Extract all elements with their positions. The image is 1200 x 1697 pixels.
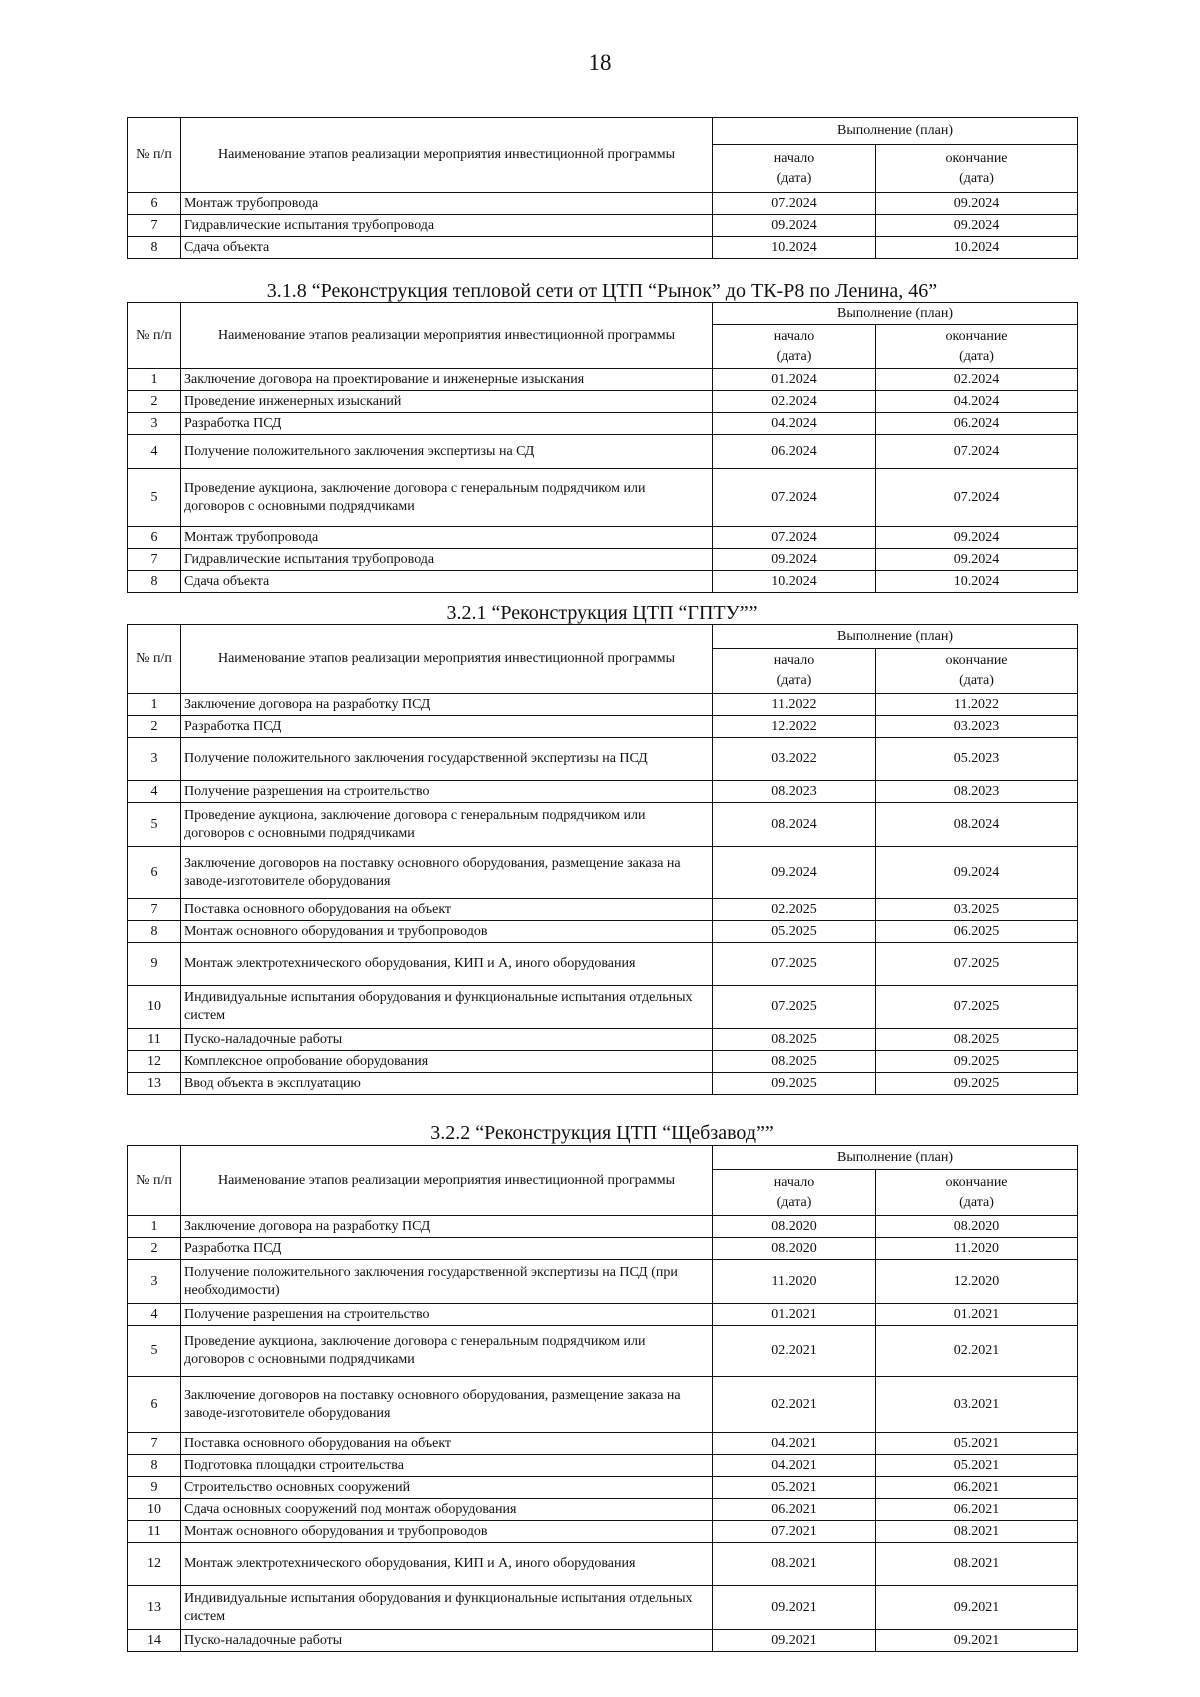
start-date: 12.2022 bbox=[713, 716, 876, 738]
end-date: 02.2021 bbox=[876, 1326, 1078, 1377]
row-number: 6 bbox=[128, 847, 181, 899]
header-start bbox=[713, 1170, 876, 1216]
stage-name: Проведение аукциона, заключение договора с генеральным подрядчиком или договоров с основными подрядчиками bbox=[181, 803, 713, 847]
end-date: 12.2020 bbox=[876, 1260, 1078, 1304]
stage-name: Пуско-наладочные работы bbox=[181, 1630, 713, 1652]
table-row bbox=[128, 943, 1078, 986]
start-date: 08.2025 bbox=[713, 1051, 876, 1073]
table-row bbox=[128, 1304, 1078, 1326]
stage-name: Монтаж трубопровода bbox=[181, 193, 713, 215]
stage-name: Гидравлические испытания трубопровода bbox=[181, 215, 713, 237]
start-date: 04.2021 bbox=[713, 1455, 876, 1477]
table-row bbox=[128, 1051, 1078, 1073]
row-number: 4 bbox=[128, 1304, 181, 1326]
end-date: 05.2023 bbox=[876, 738, 1078, 781]
end-date: 09.2025 bbox=[876, 1073, 1078, 1095]
section-title: 3.2.1 “Реконструкция ЦТП “ГПТУ”” bbox=[446, 602, 758, 624]
stage-name: Получение разрешения на строительство bbox=[181, 781, 713, 803]
start-date: 07.2024 bbox=[713, 469, 876, 527]
end-date: 05.2021 bbox=[876, 1433, 1078, 1455]
row-number: 5 bbox=[128, 1326, 181, 1377]
stage-name: Поставка основного оборудования на объект bbox=[181, 899, 713, 921]
row-number: 6 bbox=[128, 193, 181, 215]
end-date: 09.2021 bbox=[876, 1630, 1078, 1652]
start-date: 05.2025 bbox=[713, 921, 876, 943]
end-date: 11.2020 bbox=[876, 1238, 1078, 1260]
stage-name: Сдача основных сооружений под монтаж оборудования bbox=[181, 1499, 713, 1521]
end-date: 08.2020 bbox=[876, 1216, 1078, 1238]
end-date: 03.2021 bbox=[876, 1377, 1078, 1433]
end-date: 07.2025 bbox=[876, 986, 1078, 1029]
header-name: Наименование этапов реализации мероприятия инвестиционной программы bbox=[181, 303, 713, 369]
row-number: 3 bbox=[128, 1260, 181, 1304]
header-end-label: окончание bbox=[945, 653, 1008, 668]
header-end bbox=[876, 325, 1078, 369]
table-row bbox=[128, 716, 1078, 738]
stages-table bbox=[127, 1145, 1078, 1652]
start-date: 06.2024 bbox=[713, 435, 876, 469]
row-number: 3 bbox=[128, 413, 181, 435]
stage-name: Гидравлические испытания трубопровода bbox=[181, 549, 713, 571]
start-date: 01.2024 bbox=[713, 369, 876, 391]
start-date: 09.2024 bbox=[713, 549, 876, 571]
header-start bbox=[713, 145, 876, 193]
table-row bbox=[128, 193, 1078, 215]
page-number: 18 bbox=[588, 50, 612, 75]
row-number: 12 bbox=[128, 1051, 181, 1073]
stage-name: Монтаж трубопровода bbox=[181, 527, 713, 549]
end-date: 07.2024 bbox=[876, 469, 1078, 527]
stage-name: Монтаж основного оборудования и трубопроводов bbox=[181, 921, 713, 943]
table-row bbox=[128, 1377, 1078, 1433]
table-row bbox=[128, 803, 1078, 847]
end-date: 09.2024 bbox=[876, 215, 1078, 237]
row-number: 13 bbox=[128, 1586, 181, 1630]
stage-name: Разработка ПСД bbox=[181, 716, 713, 738]
row-number: 7 bbox=[128, 1433, 181, 1455]
start-date: 07.2024 bbox=[713, 193, 876, 215]
header-start bbox=[713, 649, 876, 694]
table-row bbox=[128, 899, 1078, 921]
start-date: 03.2022 bbox=[713, 738, 876, 781]
table-row bbox=[128, 1455, 1078, 1477]
end-date: 06.2021 bbox=[876, 1477, 1078, 1499]
start-date: 01.2021 bbox=[713, 1304, 876, 1326]
header-end-date: (дата) bbox=[959, 673, 994, 688]
table-row bbox=[128, 986, 1078, 1029]
stage-name: Строительство основных сооружений bbox=[181, 1477, 713, 1499]
header-end-date: (дата) bbox=[959, 348, 994, 364]
row-number: 8 bbox=[128, 1455, 181, 1477]
table-row bbox=[128, 781, 1078, 803]
header-start-date: (дата) bbox=[776, 1194, 812, 1210]
stages-table bbox=[127, 117, 1078, 259]
row-number: 8 bbox=[128, 571, 181, 593]
header-end bbox=[876, 145, 1078, 193]
end-date: 09.2024 bbox=[876, 527, 1078, 549]
header-name: Наименование этапов реализации мероприятия инвестиционной программы bbox=[181, 625, 713, 694]
row-number: 5 bbox=[128, 469, 181, 527]
stage-name: Пуско-наладочные работы bbox=[181, 1029, 713, 1051]
table-row bbox=[128, 369, 1078, 391]
start-date: 04.2024 bbox=[713, 413, 876, 435]
stage-name: Монтаж электротехнического оборудования, КИП и А, иного оборудования bbox=[181, 943, 713, 986]
header-end-date: (дата) bbox=[959, 1194, 994, 1210]
header-start-label: начало bbox=[773, 1174, 815, 1190]
start-date: 04.2021 bbox=[713, 1433, 876, 1455]
table-row bbox=[128, 1521, 1078, 1543]
header-start-date: (дата) bbox=[776, 348, 812, 364]
table-row bbox=[128, 1543, 1078, 1586]
start-date: 02.2021 bbox=[713, 1326, 876, 1377]
start-date: 10.2024 bbox=[713, 571, 876, 593]
row-number: 2 bbox=[128, 1238, 181, 1260]
row-number: 8 bbox=[128, 921, 181, 943]
start-date: 06.2021 bbox=[713, 1499, 876, 1521]
table-row bbox=[128, 694, 1078, 716]
stage-name: Заключение договора на проектирование и инженерные изыскания bbox=[181, 369, 713, 391]
stage-name: Индивидуальные испытания оборудования и функциональные испытания отдельных систем bbox=[181, 986, 713, 1029]
table-row bbox=[128, 469, 1078, 527]
end-date: 09.2024 bbox=[876, 193, 1078, 215]
start-date: 07.2021 bbox=[713, 1521, 876, 1543]
row-number: 4 bbox=[128, 435, 181, 469]
row-number: 6 bbox=[128, 527, 181, 549]
row-number: 11 bbox=[128, 1521, 181, 1543]
table-row bbox=[128, 413, 1078, 435]
stage-name: Поставка основного оборудования на объект bbox=[181, 1433, 713, 1455]
row-number: 7 bbox=[128, 215, 181, 237]
header-execution: Выполнение (план) bbox=[713, 118, 1078, 145]
header-num: № п/п bbox=[128, 1146, 181, 1216]
end-date: 01.2021 bbox=[876, 1304, 1078, 1326]
row-number: 1 bbox=[128, 369, 181, 391]
stage-name: Сдача объекта bbox=[181, 237, 713, 259]
stage-name: Заключение договора на разработку ПСД bbox=[181, 1216, 713, 1238]
start-date: 09.2025 bbox=[713, 1073, 876, 1095]
end-date: 08.2024 bbox=[876, 803, 1078, 847]
start-date: 08.2025 bbox=[713, 1029, 876, 1051]
stage-name: Проведение аукциона, заключение договора с генеральным подрядчиком или договоров с основными подрядчиками bbox=[181, 469, 713, 527]
header-start-label: начало bbox=[773, 328, 815, 344]
stage-name: Подготовка площадки строительства bbox=[181, 1455, 713, 1477]
header-end-label: окончание bbox=[945, 328, 1008, 344]
stage-name: Получение разрешения на строительство bbox=[181, 1304, 713, 1326]
start-date: 10.2024 bbox=[713, 237, 876, 259]
start-date: 02.2024 bbox=[713, 391, 876, 413]
stage-name: Индивидуальные испытания оборудования и функциональные испытания отдельных систем bbox=[181, 1586, 713, 1630]
row-number: 12 bbox=[128, 1543, 181, 1586]
header-num: № п/п bbox=[128, 303, 181, 369]
start-date: 07.2025 bbox=[713, 986, 876, 1029]
row-number: 7 bbox=[128, 899, 181, 921]
header-name: Наименование этапов реализации мероприятия инвестиционной программы bbox=[181, 118, 713, 193]
stage-name: Сдача объекта bbox=[181, 571, 713, 593]
table-row bbox=[128, 571, 1078, 593]
end-date: 03.2025 bbox=[876, 899, 1078, 921]
start-date: 02.2021 bbox=[713, 1377, 876, 1433]
header-name: Наименование этапов реализации мероприятия инвестиционной программы bbox=[181, 1146, 713, 1216]
start-date: 08.2024 bbox=[713, 803, 876, 847]
end-date: 09.2025 bbox=[876, 1051, 1078, 1073]
table-row bbox=[128, 1073, 1078, 1095]
stage-name: Получение положительного заключения государственной экспертизы на ПСД (при необходимости) bbox=[181, 1260, 713, 1304]
row-number: 11 bbox=[128, 1029, 181, 1051]
start-date: 09.2024 bbox=[713, 847, 876, 899]
end-date: 03.2023 bbox=[876, 716, 1078, 738]
end-date: 07.2025 bbox=[876, 943, 1078, 986]
header-start-date: (дата) bbox=[776, 673, 812, 688]
start-date: 08.2020 bbox=[713, 1216, 876, 1238]
row-number: 4 bbox=[128, 781, 181, 803]
stage-name: Проведение инженерных изысканий bbox=[181, 391, 713, 413]
stage-name: Проведение аукциона, заключение договора с генеральным подрядчиком или договоров с основными подрядчиками bbox=[181, 1326, 713, 1377]
table-row bbox=[128, 237, 1078, 259]
table-row bbox=[128, 1029, 1078, 1051]
start-date: 09.2021 bbox=[713, 1586, 876, 1630]
stages-table bbox=[127, 302, 1078, 593]
end-date: 08.2025 bbox=[876, 1029, 1078, 1051]
end-date: 05.2021 bbox=[876, 1455, 1078, 1477]
end-date: 08.2023 bbox=[876, 781, 1078, 803]
row-number: 9 bbox=[128, 943, 181, 986]
header-start-label: начало bbox=[773, 653, 815, 668]
table-row bbox=[128, 1499, 1078, 1521]
row-number: 10 bbox=[128, 1499, 181, 1521]
row-number: 7 bbox=[128, 549, 181, 571]
end-date: 10.2024 bbox=[876, 237, 1078, 259]
end-date: 11.2022 bbox=[876, 694, 1078, 716]
start-date: 07.2024 bbox=[713, 527, 876, 549]
table-row bbox=[128, 1630, 1078, 1652]
end-date: 06.2025 bbox=[876, 921, 1078, 943]
table-row bbox=[128, 1216, 1078, 1238]
stage-name: Заключение договоров на поставку основного оборудования, размещение заказа на заводе-изготовителе оборудования bbox=[181, 1377, 713, 1433]
end-date: 08.2021 bbox=[876, 1521, 1078, 1543]
header-end-date: (дата) bbox=[959, 170, 994, 186]
table-row bbox=[128, 435, 1078, 469]
header-end bbox=[876, 649, 1078, 694]
stage-name: Ввод объекта в эксплуатацию bbox=[181, 1073, 713, 1095]
stage-name: Комплексное опробование оборудования bbox=[181, 1051, 713, 1073]
table-row bbox=[128, 1326, 1078, 1377]
stage-name: Получение положительного заключения государственной экспертизы на ПСД bbox=[181, 738, 713, 781]
row-number: 8 bbox=[128, 237, 181, 259]
header-execution: Выполнение (план) bbox=[713, 625, 1078, 649]
start-date: 09.2021 bbox=[713, 1630, 876, 1652]
header-end bbox=[876, 1170, 1078, 1216]
end-date: 02.2024 bbox=[876, 369, 1078, 391]
start-date: 09.2024 bbox=[713, 215, 876, 237]
start-date: 08.2023 bbox=[713, 781, 876, 803]
stage-name: Заключение договора на разработку ПСД bbox=[181, 694, 713, 716]
table-row bbox=[128, 527, 1078, 549]
header-end-label: окончание bbox=[945, 1174, 1008, 1190]
row-number: 5 bbox=[128, 803, 181, 847]
end-date: 10.2024 bbox=[876, 571, 1078, 593]
row-number: 2 bbox=[128, 391, 181, 413]
start-date: 05.2021 bbox=[713, 1477, 876, 1499]
row-number: 14 bbox=[128, 1630, 181, 1652]
stage-name: Заключение договоров на поставку основного оборудования, размещение заказа на заводе-изготовителе оборудования bbox=[181, 847, 713, 899]
table-row bbox=[128, 1238, 1078, 1260]
stages-table bbox=[127, 624, 1078, 1095]
header-num: № п/п bbox=[128, 625, 181, 694]
start-date: 08.2021 bbox=[713, 1543, 876, 1586]
header-end-label: окончание bbox=[945, 150, 1008, 166]
end-date: 09.2021 bbox=[876, 1586, 1078, 1630]
row-number: 10 bbox=[128, 986, 181, 1029]
end-date: 04.2024 bbox=[876, 391, 1078, 413]
table-row bbox=[128, 738, 1078, 781]
header-num: № п/п bbox=[128, 118, 181, 193]
row-number: 2 bbox=[128, 716, 181, 738]
row-number: 1 bbox=[128, 694, 181, 716]
table-row bbox=[128, 1260, 1078, 1304]
end-date: 07.2024 bbox=[876, 435, 1078, 469]
row-number: 9 bbox=[128, 1477, 181, 1499]
start-date: 07.2025 bbox=[713, 943, 876, 986]
table-row bbox=[128, 1433, 1078, 1455]
header-execution: Выполнение (план) bbox=[713, 303, 1078, 325]
stage-name: Монтаж электротехнического оборудования, КИП и А, иного оборудования bbox=[181, 1543, 713, 1586]
stage-name: Получение положительного заключения экспертизы на СД bbox=[181, 435, 713, 469]
table-row bbox=[128, 391, 1078, 413]
row-number: 13 bbox=[128, 1073, 181, 1095]
header-start bbox=[713, 325, 876, 369]
start-date: 08.2020 bbox=[713, 1238, 876, 1260]
section-title: 3.2.2 “Реконструкция ЦТП “Щебзавод”” bbox=[430, 1122, 774, 1144]
end-date: 06.2024 bbox=[876, 413, 1078, 435]
table-row bbox=[128, 847, 1078, 899]
table-row bbox=[128, 215, 1078, 237]
header-start-label: начало bbox=[773, 150, 815, 166]
row-number: 6 bbox=[128, 1377, 181, 1433]
end-date: 09.2024 bbox=[876, 847, 1078, 899]
start-date: 11.2020 bbox=[713, 1260, 876, 1304]
end-date: 09.2024 bbox=[876, 549, 1078, 571]
end-date: 08.2021 bbox=[876, 1543, 1078, 1586]
row-number: 1 bbox=[128, 1216, 181, 1238]
stage-name: Разработка ПСД bbox=[181, 413, 713, 435]
start-date: 11.2022 bbox=[713, 694, 876, 716]
start-date: 02.2025 bbox=[713, 899, 876, 921]
table-row bbox=[128, 1477, 1078, 1499]
section-title: 3.1.8 “Реконструкция тепловой сети от ЦТП “Рынок” до ТК-Р8 по Ленина, 46” bbox=[266, 280, 938, 302]
stage-name: Монтаж основного оборудования и трубопроводов bbox=[181, 1521, 713, 1543]
stage-name: Разработка ПСД bbox=[181, 1238, 713, 1260]
row-number: 3 bbox=[128, 738, 181, 781]
table-row bbox=[128, 1586, 1078, 1630]
header-execution: Выполнение (план) bbox=[713, 1146, 1078, 1170]
header-start-date: (дата) bbox=[776, 170, 812, 186]
table-row bbox=[128, 921, 1078, 943]
table-row bbox=[128, 549, 1078, 571]
end-date: 06.2021 bbox=[876, 1499, 1078, 1521]
